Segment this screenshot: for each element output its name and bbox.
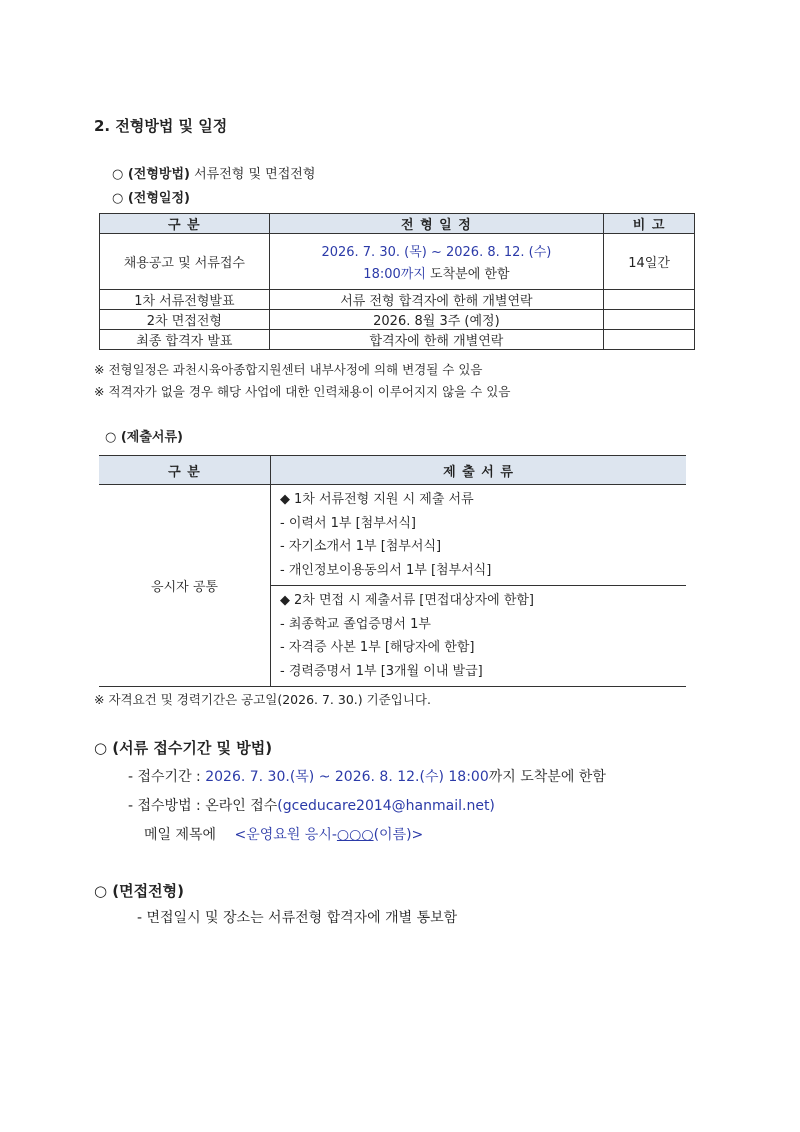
interview-text: - 면접일시 및 장소는 서류전형 합격자에 개별 통보함 <box>137 910 458 926</box>
interview-label: ○ (면접전형) <box>94 882 184 900</box>
header-schedule: 전 형 일 정 <box>269 214 603 234</box>
row-category: 1차 서류전형발표 <box>100 290 270 310</box>
row-category: 최종 합격자 발표 <box>100 330 270 350</box>
list-item: - 최종학교 졸업증명서 1부 <box>280 616 431 632</box>
application-method <box>128 795 495 815</box>
row-category: 2차 면접전형 <box>100 310 270 330</box>
schedule-deadline <box>270 263 603 282</box>
row-note <box>604 290 695 310</box>
row-note: 14일간 <box>604 234 695 290</box>
group-title <box>280 488 686 512</box>
subject-value <box>235 827 424 843</box>
row-schedule: 서류 전형 합격자에 한해 개별연락 <box>269 290 603 310</box>
table-row <box>100 234 695 290</box>
documents-table <box>99 455 686 687</box>
documents-group-1 <box>271 485 687 586</box>
row-note <box>604 330 695 350</box>
period-suffix: 까지 도착분에 한함 <box>488 769 606 785</box>
group-title-text: 2차 면접 시 제출서류 [면접대상자에 한함] <box>294 593 535 608</box>
header-documents: 제 출 서 류 <box>271 456 687 485</box>
row-schedule: 2026. 8월 3주 (예정) <box>269 310 603 330</box>
subject-prefix: <운영요원 응시- <box>234 827 337 843</box>
period-value: 2026. 7. 30.(목) ~ 2026. 8. 12.(수) 18:00 <box>205 769 489 785</box>
diamond-icon: ◆ <box>280 593 290 608</box>
subject-placeholder: ○○○ <box>336 827 374 843</box>
schedule-note: ※ 전형일정은 과천시육아종합지원센터 내부사정에 의해 변경될 수 있음 <box>94 362 483 377</box>
list-item: - 자격증 사본 1부 [해당자에 한함] <box>280 640 475 655</box>
list-item: - 개인정보이용동의서 1부 [첨부서식] <box>280 562 492 578</box>
header-category: 구 분 <box>100 214 270 234</box>
deadline-rest: 도착분에 한함 <box>425 267 510 282</box>
row-category: 채용공고 및 서류접수 <box>100 234 270 290</box>
application-period <box>128 766 606 786</box>
row-note <box>604 310 695 330</box>
table-row <box>100 290 695 310</box>
period-prefix: - 접수기간 : <box>128 769 206 785</box>
subject-tail: (이름)> <box>373 827 424 843</box>
documents-note: ※ 자격요건 및 경력기간은 공고일(2026. 7. 30.) 기준입니다. <box>94 692 431 707</box>
schedule-label: ○ (전형일정) <box>112 191 190 206</box>
method-label: ○ (전형방법) <box>112 167 190 182</box>
method-value: 서류전형 및 면접전형 <box>194 167 316 182</box>
list-item: - 이력서 1부 [첨부서식] <box>280 515 416 531</box>
table-row <box>99 485 686 586</box>
table-row <box>100 330 695 350</box>
deadline-time: 18:00까지 <box>363 267 426 282</box>
schedule-note: ※ 적격자가 없을 경우 해당 사업에 대한 인력채용이 이루어지지 않을 수 있음 <box>94 384 511 399</box>
mail-subject <box>144 824 423 844</box>
list-item: - 경력증명서 1부 [3개월 이내 발급] <box>280 663 483 679</box>
method-line <box>112 163 315 182</box>
table-row <box>100 310 695 330</box>
documents-category: 응시자 공통 <box>99 485 271 687</box>
schedule-dates: 2026. 7. 30. (목) ~ 2026. 8. 12. (수) <box>321 245 552 260</box>
group-title-text: 1차 서류전형 지원 시 제출 서류 <box>294 492 474 507</box>
group-title <box>280 589 686 613</box>
method-prefix: - 접수방법 : 온라인 접수 <box>128 798 278 814</box>
diamond-icon: ◆ <box>280 492 290 507</box>
application-label: ○ (서류 접수기간 및 방법) <box>94 739 273 757</box>
header-category: 구 분 <box>99 456 271 485</box>
section-title: 2. 전형방법 및 일정 <box>94 117 228 135</box>
email-link[interactable]: (gceducare2014@hanmail.net) <box>277 798 495 814</box>
row-schedule <box>269 234 603 290</box>
documents-group-2 <box>271 586 687 687</box>
subject-label: 메일 제목에 <box>144 827 217 843</box>
documents-label: ○ (제출서류) <box>105 430 183 445</box>
header-note: 비 고 <box>604 214 695 234</box>
row-schedule: 합격자에 한해 개별연락 <box>269 330 603 350</box>
list-item: - 자기소개서 1부 [첨부서식] <box>280 539 442 554</box>
schedule-table <box>99 213 695 350</box>
